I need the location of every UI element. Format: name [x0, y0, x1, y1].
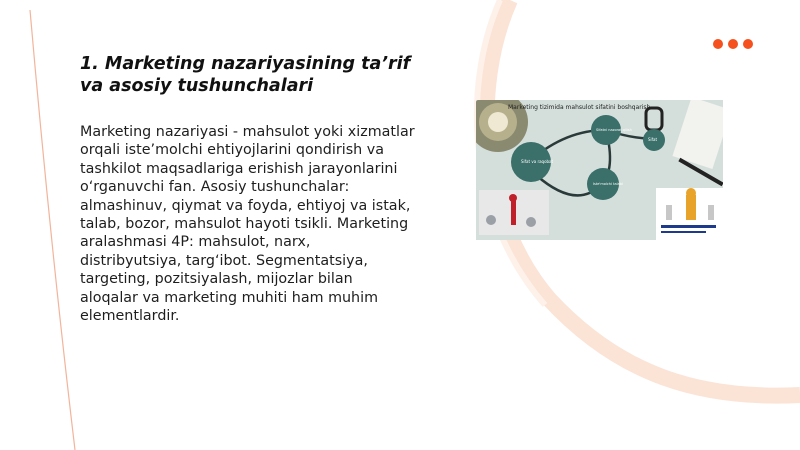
three-dots-icon: [713, 39, 753, 49]
image-node-label: Sifat: [648, 137, 658, 142]
dot-icon: [743, 39, 753, 49]
image-node-label: Sifat va raqobat: [521, 159, 554, 164]
slide-title: 1. Marketing nazariyasining ta’rif va asosiy tushunchalari: [80, 54, 411, 96]
image-node-label: Sifatni nazorat qilish: [596, 128, 632, 132]
marketing-illustration: [476, 100, 723, 240]
slide-body-text: Marketing nazariyasi - mahsulot yoki xizmatlar orqali iste’molchi ehtiyojlarini qondirish va tashkilot maqsadlariga erishish jarayonlarini o‘rganuvchi fan. Asosiy tushunchalar: almashinuv, qiymat va foyda, ehtiyoj va istak, talab, bozor, mahsulot hayoti tsikli. Marketing aralashmasi 4P: mahsulot, narx, distribyutsiya, targ‘ibot. Segmentatsiya, targeting, pozitsiyalash, mijozlar bilan aloqalar va marketing muhiti ham muhim elementlardir.: [80, 124, 415, 325]
dot-icon: [713, 39, 723, 49]
image-node-label: Iste'molchi talabi: [593, 182, 623, 186]
image-heading: Marketing tizimida mahsulot sifatini boshqarish: [508, 104, 651, 111]
dot-icon: [728, 39, 738, 49]
